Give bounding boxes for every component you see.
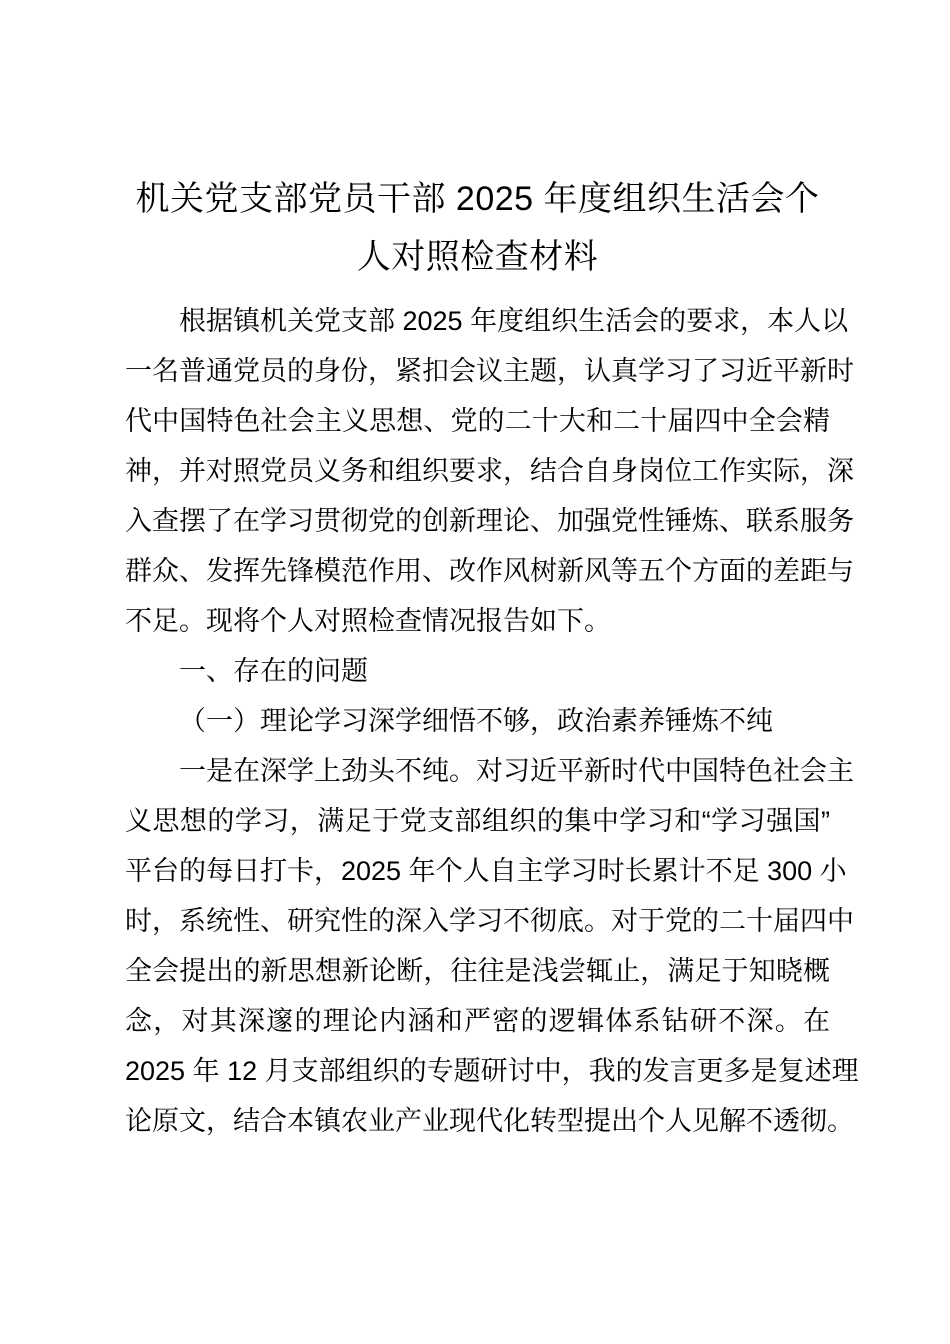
text-line: 一、存在的问题 [179, 656, 368, 686]
text-line: 一是在深学上劲头不纯。对习近平新时代中国特色社会主 [179, 756, 854, 786]
body-paragraph-1 [125, 746, 859, 1146]
sub-heading-1-1 [125, 696, 830, 746]
document-body [125, 296, 859, 1146]
title-line-1: 机关党支部党员干部 2025 年度组织生活会个 [135, 180, 820, 218]
text-line: 代中国特色社会主义思想、党的二十大和二十届四中全会精 [125, 406, 830, 436]
text-line: 神，并对照党员义务和组织要求，结合自身岗位工作实际，深 [125, 456, 854, 486]
intro-paragraph [125, 296, 854, 646]
text-line: 全会提出的新思想新论断，往往是浅尝辄止，满足于知晓概 [125, 956, 830, 986]
text-line: 入查摆了在学习贯彻党的创新理论、加强党性锤炼、联系服务 [125, 506, 854, 536]
text-line: 平台的每日打卡，2025 年个人自主学习时长累计不足 300 小 [125, 856, 847, 886]
text-line: （一）理论学习深学细悟不够，政治素养锤炼不纯 [179, 706, 773, 736]
section-heading-1 [125, 646, 830, 696]
text-line: 根据镇机关党支部 2025 年度组织生活会的要求，本人以 [179, 306, 849, 336]
text-line: 论原文，结合本镇农业产业现代化转型提出个人见解不透彻。 [125, 1106, 854, 1136]
title-line-2: 人对照检查材料 [356, 238, 599, 276]
text-line: 不足。现将个人对照检查情况报告如下。 [125, 606, 611, 636]
document-title [125, 170, 830, 286]
text-line: 义思想的学习，满足于党支部组织的集中学习和“学习强国” [125, 806, 830, 836]
text-line: 2025 年 12 月支部组织的专题研讨中，我的发言更多是复述理 [125, 1056, 859, 1086]
text-line: 时，系统性、研究性的深入学习不彻底。对于党的二十届四中 [125, 906, 854, 936]
document-content [125, 0, 859, 1146]
text-line: 群众、发挥先锋模范作用、改作风树新风等五个方面的差距与 [125, 556, 854, 586]
text-line: 念，对其深邃的理论内涵和严密的逻辑体系钻研不深。在 [125, 1006, 830, 1036]
text-line: 一名普通党员的身份，紧扣会议主题，认真学习了习近平新时 [125, 356, 854, 386]
